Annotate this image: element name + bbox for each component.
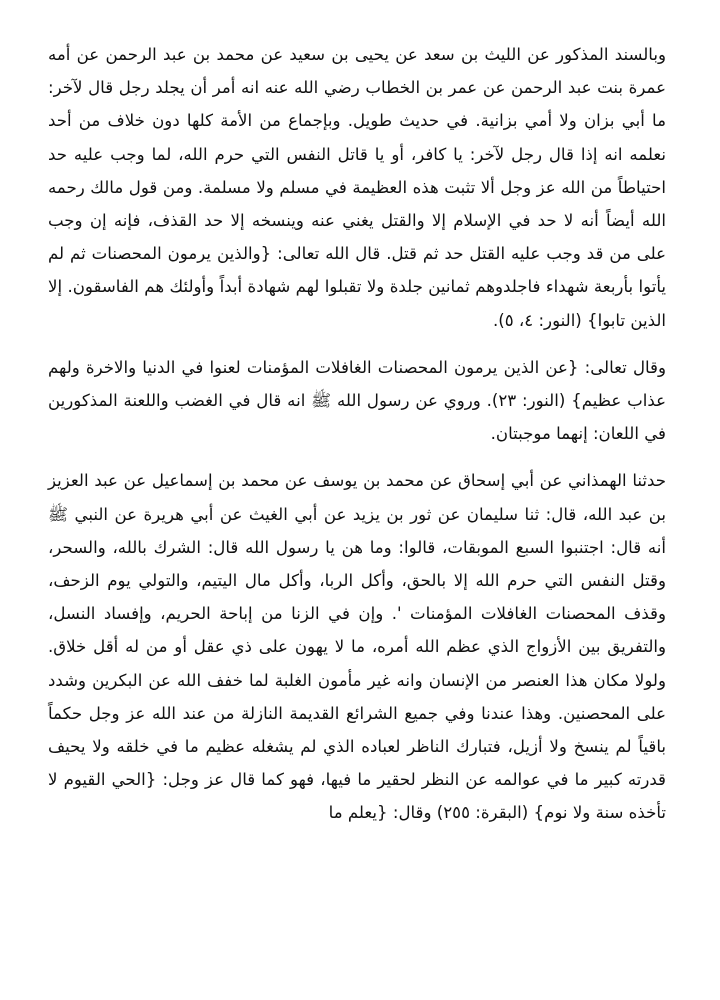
- paragraph-3: حدثنا الهمذاني عن أبي إسحاق عن محمد بن يوسف عن محمد بن إسماعيل عن عبد العزيز بن عبد الله، قال: ثنا سليمان عن ثور بن يزيد عن أبي الغيث عن أبي هريرة عن النبي ﷺ أنه قال: اجتنبوا السبع الموبقات، قالوا: وما هن يا رسول الله قال: الشرك بالله، والسحر، وقتل النفس التي حرم الله إلا بالحق، وأكل الربا، وأكل مال اليتيم، والتولي يوم الزحف، وقذف المحصنات الغافلات المؤمنات '. وإن في الزنا من إباحة الحريم، وإفساد النسل، والتفريق بين الأزواج الذي عظم الله أمره، ما لا يهون على ذي عقل أو من له أقل خلاق. ولولا مكان هذا العنصر من الإنسان وانه غير مأمون الغلبة لما خفف الله عن البكرين وشدد على المحصنين. وهذا عندنا وفي جميع الشرائع القديمة النازلة من عند الله عز وجل حكماً باقياً لم ينسخ ولا أزيل، فتبارك الناظر لعباده الذي لم يشغله عظيم ما في خلقه ولا يحيف قدرته كبير ما في عوالمه عن النظر لحقير ما فيها، فهو كما قال عز وجل: {الحي القيوم لا تأخذه سنة ولا نوم} (البقرة: ٢٥٥) وقال: {يعلم ما: [48, 471, 666, 823]
- document-page: [48, 38, 666, 830]
- paragraph-2: وقال تعالى: {عن الذين يرمون المحصنات الغافلات المؤمنات لعنوا في الدنيا والاخرة ولهم عذاب عظيم} (النور: ٢٣). وروي عن رسول الله ﷺ انه قال في الغضب واللعنة المذكورين في اللعان: إنهما موجبتان.: [48, 357, 666, 444]
- paragraph-1: وبالسند المذكور عن الليث بن سعد عن يحيى بن سعيد عن محمد بن عبد الرحمن عن أمه عمرة بنت عبد الرحمن عن عمر بن الخطاب رضي الله عنه انه أمر أن يجلد رجل قال لآخر: ما أبي بزان ولا أمي بزانية. في حديث طويل. وبإجماع من الأمة كلها دون خلاف من أحد نعلمه انه إذا قال رجل لآخر: يا كافر، أو يا قاتل النفس التي حرم الله، لما وجب عليه حد احتياطاً من الله عز وجل ألا تثبت هذه العظيمة في مسلم ولا مسلمة. ومن قول مالك رحمه الله أيضاً أنه لا حد في الإسلام إلا والقتل يغني عنه وينسخه إلا حد القذف، فإنه إن وجب على من قد وجب عليه القتل حد ثم قتل. قال الله تعالى: {والذين يرمون المحصنات ثم لم يأتوا بأربعة شهداء فاجلدوهم ثمانين جلدة ولا تقبلوا لهم شهادة أبداً وأولئك هم الفاسقون. إلا الذين تابوا} (النور: ٤، ٥).: [48, 45, 666, 330]
